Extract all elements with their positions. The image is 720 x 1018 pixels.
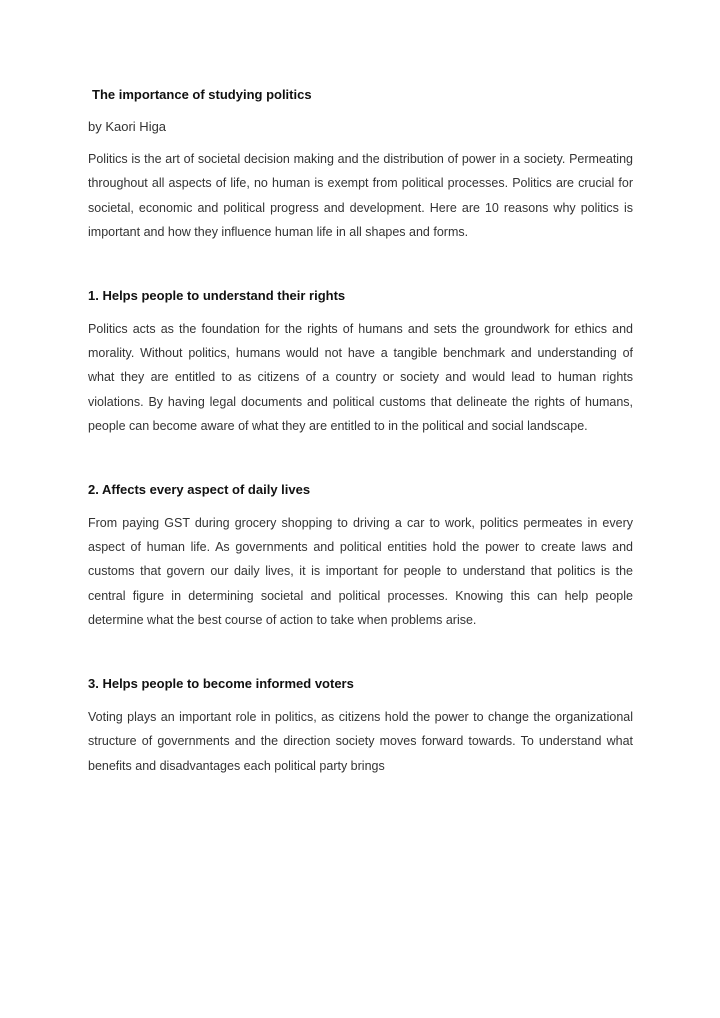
document-title: The importance of studying politics — [92, 87, 312, 102]
intro-paragraph: Politics is the art of societal decision making and the distribution of power in a society. Permeating throughout all aspects of life, no human is exempt from political processes. Politics are crucial for societal, economic and political progress and development. Here are 10 reasons why politics is important and how they influence human life in all shapes and forms. — [88, 152, 633, 240]
section-2 — [88, 479, 633, 633]
author-byline: by Kaori Higa — [88, 119, 167, 134]
section-paragraph: Politics acts as the foundation for the rights of humans and sets the groundwork for ethics and morality. Without politics, humans would not have a tangible benchmark and understanding of what they are entitled to as citizens of a country or society and would lead to human rights violations. By having legal documents and political customs that delineate the rights of humans, people can become aware of what they are entitled to in the political and social landscape. — [88, 321, 633, 434]
section-3 — [88, 673, 633, 778]
section-heading: 3. Helps people to become informed voters — [88, 675, 354, 691]
section-paragraph: From paying GST during grocery shopping to driving a car to work, politics permeates in every aspect of human life. As governments and political entities hold the power to create laws and customs that govern our daily lives, it is important for people to understand that politics is the central figure in determining societal and political processes. Knowing this can help people determine what the best course of action to take when problems arise. — [88, 515, 633, 628]
section-1 — [88, 285, 633, 439]
section-heading: 1. Helps people to understand their rights — [88, 287, 346, 303]
document-content — [88, 84, 633, 778]
section-heading: 2. Affects every aspect of daily lives — [88, 481, 311, 497]
section-paragraph: Voting plays an important role in politics, as citizens hold the power to change the organizational structure of governments and the direction society moves forward towards. To understand what benefits and disadvantages each political party brings — [88, 709, 633, 773]
